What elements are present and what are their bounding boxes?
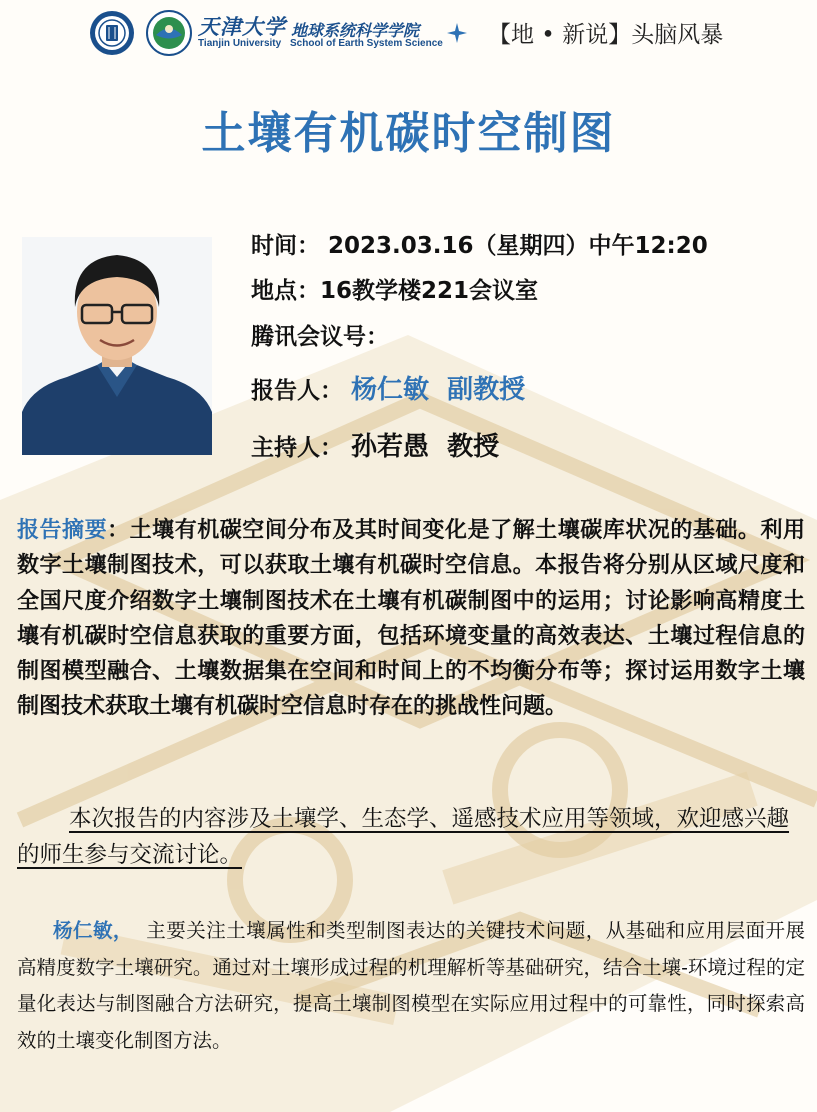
speaker-label: 报告人： <box>251 378 343 404</box>
header <box>0 0 817 70</box>
speaker-row <box>251 369 525 406</box>
star-icon <box>447 23 467 43</box>
university-name-en: Tianjin University <box>198 38 282 49</box>
university-seal-icon <box>89 10 135 56</box>
invitation-text: 本次报告的内容涉及土壤学、生态学、遥感技术应用等领域，欢迎感兴趣的师生参与交流讨论。 <box>17 806 790 868</box>
place-row <box>251 272 538 305</box>
host-value: 孙若愚 教授 <box>351 432 500 462</box>
school-logo-icon <box>146 10 192 56</box>
abstract-label: 报告摘要 <box>17 518 108 543</box>
place-label: 地点： <box>251 278 320 304</box>
meeting-row <box>251 318 389 351</box>
time-value: 2023.03.16（星期四）中午12:20 <box>328 233 708 259</box>
school-name-cn: 地球系统科学学院 <box>291 21 420 40</box>
abstract-text: ：土壤有机碳空间分布及其时间变化是了解土壤碳库状况的基础。利用数字土壤制图技术，可以获取土壤有机碳时空信息。本报告将分别从区域尺度和全国尺度介绍数字土壤制图技术在土壤有机碳制图中的运用；讨论影响高精度土壤有机碳时空信息获取的重要方面，包括环境变量的高效表达、土壤过程信息的制图模型融合、土壤数据集在空间和时间上的不均衡分布等；探讨运用数字土壤制图技术获取土壤有机碳时空信息时存在的挑战性问题。 <box>17 518 805 720</box>
invitation-paragraph <box>17 801 805 873</box>
bio-text: 主要关注土壤属性和类型制图表达的关键技术问题，从基础和应用层面开展高精度数字土壤研究。通过对土壤形成过程的机理解析等基础研究，结合土壤-环境过程的定量化表达与制图融合方法研究，提高土壤制图模型在实际应用过程中的可靠性，同时探索高效的土壤变化制图方法。 <box>17 919 805 1052</box>
abstract-paragraph <box>17 513 805 725</box>
speaker-photo <box>22 237 212 455</box>
speaker-value: 杨仁敏 副教授 <box>351 375 526 405</box>
host-label: 主持人： <box>251 435 343 461</box>
university-name-cn: 天津大学 <box>198 14 286 39</box>
page-title: 土壤有机碳时空制图 <box>201 108 616 159</box>
time-label: 时间： <box>251 233 320 259</box>
school-name-en: School of Earth System Science <box>290 38 443 49</box>
time-row <box>251 227 708 260</box>
host-row <box>251 426 499 463</box>
meeting-label: 腾讯会议号： <box>251 324 389 350</box>
bio-name: 杨仁敏， <box>53 919 133 942</box>
speaker-bio <box>17 913 805 1059</box>
place-value: 16教学楼221会议室 <box>320 278 539 304</box>
column-name: 【地 • 新说】头脑风暴 <box>488 22 724 48</box>
